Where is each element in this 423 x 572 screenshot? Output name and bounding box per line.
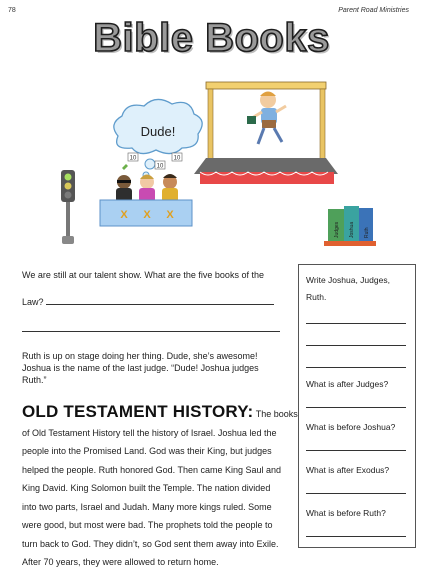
history-section bbox=[22, 402, 298, 572]
desk-mark-3: X bbox=[166, 209, 174, 221]
book-spine-2: Joshua bbox=[349, 221, 355, 238]
book-spine-3: Ruth bbox=[364, 227, 370, 238]
desk-mark-2: X bbox=[143, 209, 151, 221]
sidebar-prompt-after-exodus: What is after Exodus? bbox=[306, 465, 390, 475]
story-line-2: Joshua is the name of the last judge. “Dude! Joshua judges bbox=[22, 363, 259, 373]
history-line-9: After 70 years, they were allowed to return home. bbox=[22, 557, 219, 567]
question-line-2-prefix: Law? bbox=[22, 297, 44, 307]
judges-table bbox=[100, 174, 192, 226]
history-line-4: helped the people. Ruth honored God. Then came King Saul and bbox=[22, 464, 282, 475]
score-card-2: 10 bbox=[156, 163, 164, 170]
talent-show-illustration bbox=[0, 62, 423, 262]
sidebar-answer-line-1[interactable] bbox=[306, 323, 406, 324]
history-line-2: of Old Testament History tell the history of Israel. Joshua led the bbox=[22, 427, 277, 438]
history-line-3: people into the Promised Land. God was their King, but judges bbox=[22, 446, 272, 456]
sidebar-prompt-before-joshua: What is before Joshua? bbox=[306, 422, 396, 432]
sidebar-answer-line-3[interactable] bbox=[306, 367, 406, 368]
answer-blank-2[interactable] bbox=[22, 331, 280, 332]
traffic-light bbox=[61, 170, 75, 244]
speech-bubble-text: Dude! bbox=[140, 124, 176, 139]
story-line-3: Ruth.” bbox=[22, 375, 47, 385]
history-heading: OLD TESTAMENT HISTORY: bbox=[22, 402, 254, 421]
publisher-name: Parent Road Ministries bbox=[338, 7, 409, 14]
desk-mark-1: X bbox=[120, 209, 128, 221]
page-title: Bible Books bbox=[93, 16, 330, 60]
sidebar-prompt-after-judges: What is after Judges? bbox=[306, 379, 389, 389]
sidebar-answer-before-joshua[interactable] bbox=[306, 450, 406, 451]
history-line-6: into two parts, Israel and Judah. Many more kings ruled. Some bbox=[22, 501, 272, 512]
history-line-5: King David. King Solomon built the Temple. The nation divided bbox=[22, 483, 271, 493]
story-paragraph bbox=[22, 350, 288, 386]
history-line-8: turn back to God. They didn’t, so God sent them away into Exile. bbox=[22, 538, 279, 549]
history-line-7: were good, but most were bad. The prophets told the people to bbox=[22, 520, 273, 530]
score-card-1: 10 bbox=[129, 155, 137, 162]
sidebar-intro-line-2: Ruth. bbox=[306, 292, 327, 302]
question-five-books bbox=[22, 267, 284, 338]
sidebar-answer-line-2[interactable] bbox=[306, 345, 406, 346]
book-spine-1: Judges bbox=[334, 221, 340, 238]
sidebar-answer-before-ruth[interactable] bbox=[306, 536, 406, 537]
page-number: 78 bbox=[8, 7, 16, 14]
sidebar-answer-after-exodus[interactable] bbox=[306, 493, 406, 494]
story-line-1: Ruth is up on stage doing her thing. Dude, she’s awesome! bbox=[22, 351, 258, 361]
sidebar-intro-line-1: Write Joshua, Judges, bbox=[306, 275, 390, 285]
question-line-1: We are still at our talent show. What are the five books of the bbox=[22, 270, 264, 280]
stage bbox=[194, 82, 338, 184]
sidebar-prompt-before-ruth: What is before Ruth? bbox=[306, 508, 386, 518]
score-card-3: 10 bbox=[173, 155, 181, 162]
books-stack bbox=[324, 206, 376, 246]
history-line-1: The books bbox=[255, 409, 298, 419]
answer-blank-1[interactable] bbox=[46, 304, 274, 305]
sidebar-box bbox=[298, 264, 416, 548]
sidebar-answer-after-judges[interactable] bbox=[306, 407, 406, 408]
